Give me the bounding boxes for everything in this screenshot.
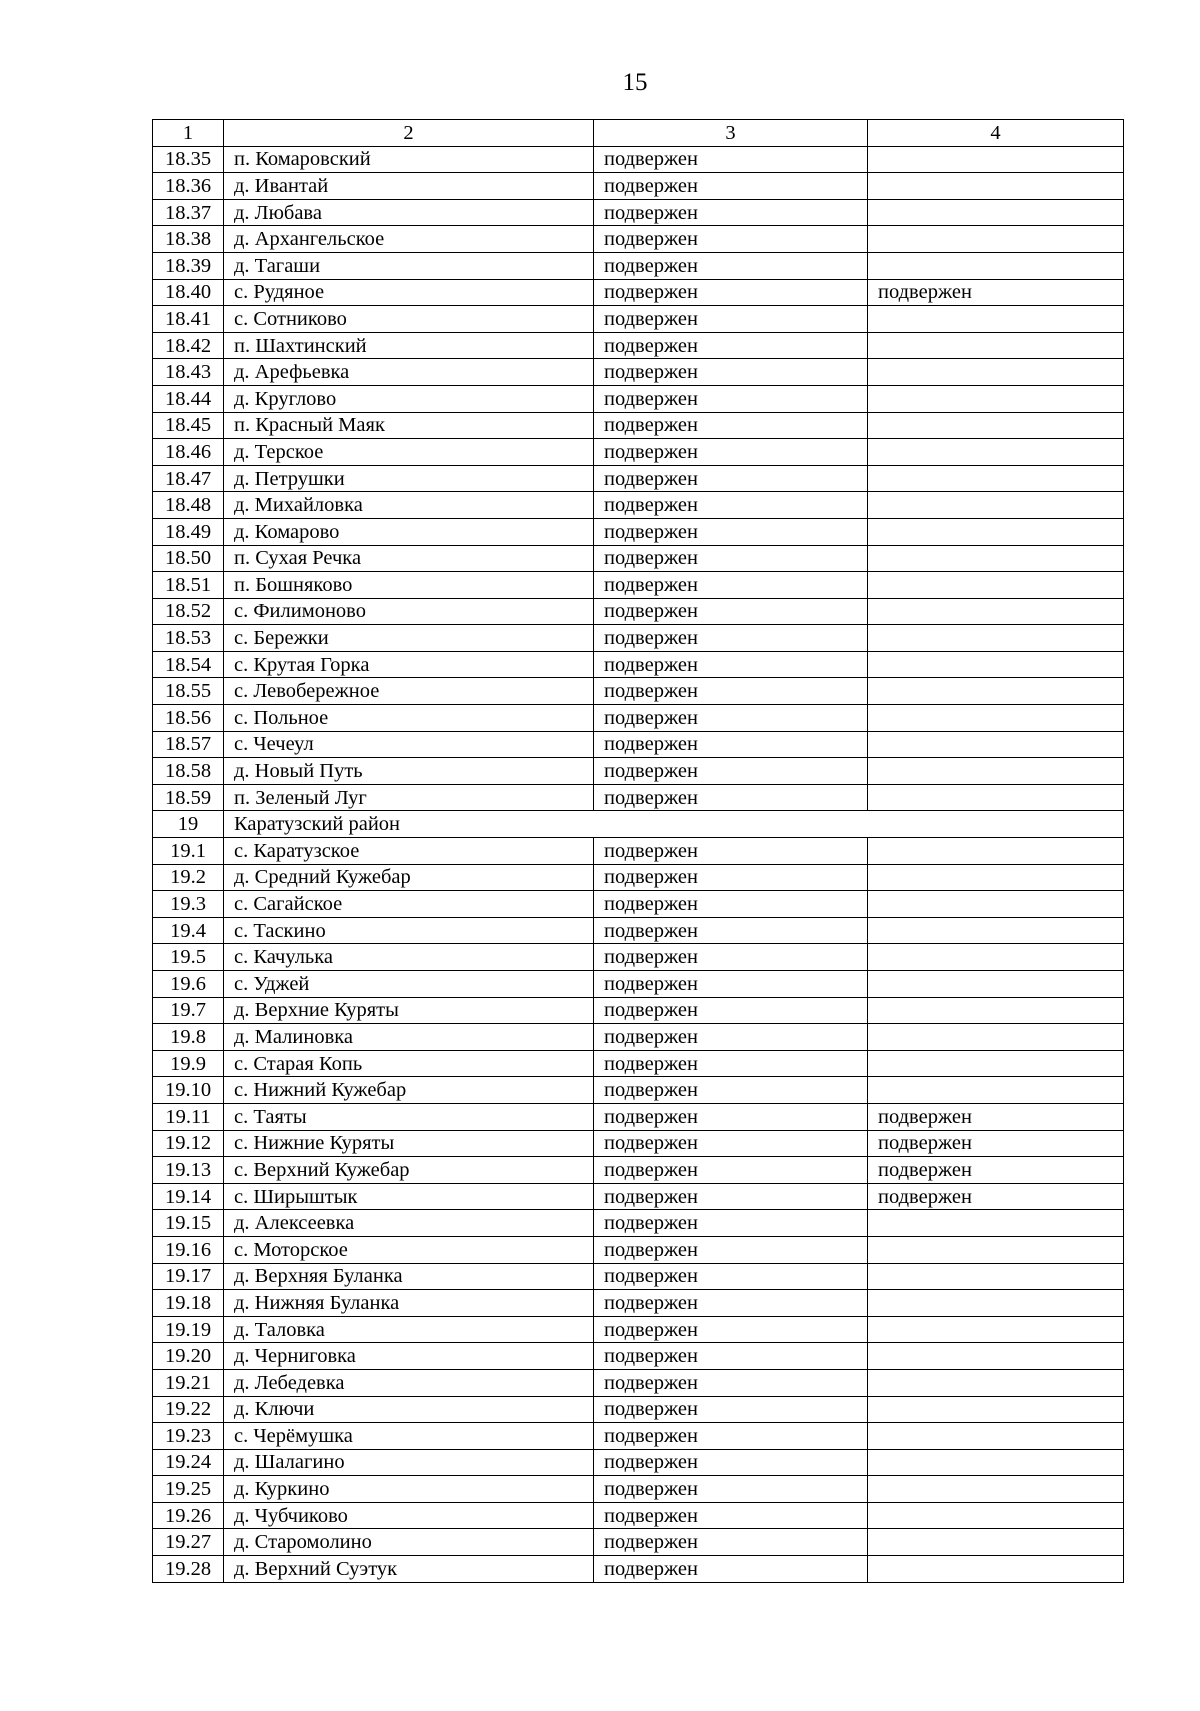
settlement-name-cell: д. Старомолино (224, 1529, 594, 1556)
table-row (153, 1050, 1124, 1077)
column-4-cell: подвержен (868, 1130, 1124, 1157)
column-3-cell: подвержен (594, 252, 868, 279)
row-number-cell: 19.19 (153, 1316, 224, 1343)
column-3-cell: подвержен (594, 1103, 868, 1130)
row-number-cell: 19.25 (153, 1476, 224, 1503)
settlement-name-cell: с. Рудяное (224, 279, 594, 306)
row-number-cell: 18.36 (153, 173, 224, 200)
row-number-cell: 18.59 (153, 784, 224, 811)
table-row (153, 864, 1124, 891)
column-4-cell (868, 598, 1124, 625)
row-number-cell: 19.18 (153, 1290, 224, 1317)
settlement-name-cell: с. Качулька (224, 944, 594, 971)
settlement-name-cell: д. Ивантай (224, 173, 594, 200)
row-number-cell: 19.1 (153, 838, 224, 865)
table-row (153, 838, 1124, 865)
column-3-cell: подвержен (594, 226, 868, 253)
row-number-cell: 18.52 (153, 598, 224, 625)
settlement-name-cell: с. Верхний Кужебар (224, 1157, 594, 1184)
table-row (153, 412, 1124, 439)
settlement-name-cell: д. Верхние Куряты (224, 997, 594, 1024)
table-row (153, 492, 1124, 519)
table-row (153, 678, 1124, 705)
column-4-cell (868, 731, 1124, 758)
row-number-cell: 18.48 (153, 492, 224, 519)
table-row (153, 1236, 1124, 1263)
column-4-cell (868, 971, 1124, 998)
row-number-cell: 19.6 (153, 971, 224, 998)
row-number-cell: 18.37 (153, 199, 224, 226)
column-4-cell (868, 891, 1124, 918)
column-4-cell (868, 997, 1124, 1024)
row-number-cell: 18.51 (153, 572, 224, 599)
column-4-cell (868, 678, 1124, 705)
settlement-name-cell: с. Нижний Кужебар (224, 1077, 594, 1104)
column-4-cell (868, 1263, 1124, 1290)
column-3-cell: подвержен (594, 838, 868, 865)
row-number-cell: 18.42 (153, 332, 224, 359)
row-number-cell: 18.44 (153, 385, 224, 412)
table-row (153, 572, 1124, 599)
column-4-cell (868, 944, 1124, 971)
column-3-cell: подвержен (594, 492, 868, 519)
column-3-cell: подвержен (594, 891, 868, 918)
column-4-cell (868, 1050, 1124, 1077)
row-number-cell: 18.45 (153, 412, 224, 439)
table-row (153, 359, 1124, 386)
column-3-cell: подвержен (594, 1476, 868, 1503)
column-3-cell: подвержен (594, 1157, 868, 1184)
settlement-name-cell: п. Шахтинский (224, 332, 594, 359)
column-4-cell (868, 651, 1124, 678)
column-3-cell: подвержен (594, 1024, 868, 1051)
table-row (153, 545, 1124, 572)
settlement-name-cell: д. Малиновка (224, 1024, 594, 1051)
column-4-cell (868, 1210, 1124, 1237)
settlement-name-cell: д. Лебедевка (224, 1369, 594, 1396)
table-row (153, 625, 1124, 652)
column-4-cell (868, 492, 1124, 519)
table-row (153, 306, 1124, 333)
table-row (153, 465, 1124, 492)
table-row (153, 651, 1124, 678)
column-3-cell: подвержен (594, 784, 868, 811)
row-number-cell: 19.12 (153, 1130, 224, 1157)
row-number-cell: 19.10 (153, 1077, 224, 1104)
column-3-cell: подвержен (594, 1369, 868, 1396)
column-3-cell: подвержен (594, 1343, 868, 1370)
table-row (153, 1263, 1124, 1290)
row-number-cell: 19.2 (153, 864, 224, 891)
settlement-name-cell: д. Архангельское (224, 226, 594, 253)
column-3-cell: подвержен (594, 465, 868, 492)
settlement-name-cell: д. Алексеевка (224, 1210, 594, 1237)
column-3-cell: подвержен (594, 1316, 868, 1343)
table-row (153, 1316, 1124, 1343)
column-3-cell: подвержен (594, 1236, 868, 1263)
row-number-cell: 19.22 (153, 1396, 224, 1423)
column-3-cell: подвержен (594, 651, 868, 678)
column-3-cell: подвержен (594, 1210, 868, 1237)
column-4-cell (868, 146, 1124, 173)
settlement-name-cell: д. Михайловка (224, 492, 594, 519)
settlement-name-cell: д. Черниговка (224, 1343, 594, 1370)
row-number-cell: 19.20 (153, 1343, 224, 1370)
row-number-cell: 19.21 (153, 1369, 224, 1396)
column-4-cell (868, 518, 1124, 545)
column-3-cell: подвержен (594, 306, 868, 333)
column-3-cell: подвержен (594, 1263, 868, 1290)
row-number-cell: 19.14 (153, 1183, 224, 1210)
row-number-cell: 19.13 (153, 1157, 224, 1184)
column-4-cell (868, 572, 1124, 599)
table-row (153, 385, 1124, 412)
row-number-cell: 19.27 (153, 1529, 224, 1556)
column-4-cell: подвержен (868, 1183, 1124, 1210)
column-header-1: 1 (153, 120, 224, 147)
row-number-cell: 19.17 (153, 1263, 224, 1290)
table-row (153, 1157, 1124, 1184)
table-row (153, 252, 1124, 279)
column-4-cell (868, 864, 1124, 891)
column-3-cell: подвержен (594, 1449, 868, 1476)
table-row (153, 1449, 1124, 1476)
settlement-name-cell: д. Куркино (224, 1476, 594, 1503)
settlement-name-cell: д. Шалагино (224, 1449, 594, 1476)
settlement-name-cell: п. Бошняково (224, 572, 594, 599)
column-4-cell (868, 1476, 1124, 1503)
row-number-cell: 19 (153, 811, 224, 838)
settlement-name-cell: д. Петрушки (224, 465, 594, 492)
column-3-cell: подвержен (594, 412, 868, 439)
table-row (153, 1529, 1124, 1556)
column-3-cell: подвержен (594, 971, 868, 998)
settlement-name-cell: с. Нижние Куряты (224, 1130, 594, 1157)
row-number-cell: 19.16 (153, 1236, 224, 1263)
settlement-name-cell: д. Чубчиково (224, 1502, 594, 1529)
settlement-name-cell: д. Верхний Суэтук (224, 1556, 594, 1583)
settlement-name-cell: п. Комаровский (224, 146, 594, 173)
settlement-name-cell: д. Новый Путь (224, 758, 594, 785)
row-number-cell: 19.28 (153, 1556, 224, 1583)
table-row (153, 598, 1124, 625)
column-3-cell: подвержен (594, 705, 868, 732)
column-3-cell: подвержен (594, 917, 868, 944)
column-3-cell: подвержен (594, 359, 868, 386)
table-row (153, 731, 1124, 758)
table-row (153, 971, 1124, 998)
column-4-cell (868, 359, 1124, 386)
settlement-name-cell: с. Уджей (224, 971, 594, 998)
column-4-cell (868, 385, 1124, 412)
column-4-cell (868, 784, 1124, 811)
column-3-cell: подвержен (594, 1077, 868, 1104)
table-row (153, 226, 1124, 253)
column-4-cell (868, 917, 1124, 944)
table-row (153, 1502, 1124, 1529)
row-number-cell: 18.41 (153, 306, 224, 333)
table-row (153, 891, 1124, 918)
column-4-cell (868, 1529, 1124, 1556)
row-number-cell: 19.5 (153, 944, 224, 971)
settlement-name-cell: с. Черёмушка (224, 1423, 594, 1450)
column-4-cell (868, 439, 1124, 466)
table-row (153, 1210, 1124, 1237)
row-number-cell: 18.49 (153, 518, 224, 545)
settlement-name-cell: с. Сагайское (224, 891, 594, 918)
table-header-row (153, 120, 1124, 147)
column-3-cell: подвержен (594, 1050, 868, 1077)
settlement-name-cell: с. Моторское (224, 1236, 594, 1263)
table-row (153, 332, 1124, 359)
column-4-cell: подвержен (868, 1157, 1124, 1184)
row-number-cell: 18.40 (153, 279, 224, 306)
settlement-name-cell: д. Комарово (224, 518, 594, 545)
column-4-cell (868, 758, 1124, 785)
settlement-name-cell: д. Круглово (224, 385, 594, 412)
row-number-cell: 18.55 (153, 678, 224, 705)
column-3-cell: подвержен (594, 439, 868, 466)
column-3-cell: подвержен (594, 572, 868, 599)
settlement-name-cell: д. Таловка (224, 1316, 594, 1343)
column-header-4: 4 (868, 120, 1124, 147)
settlement-name-cell: д. Средний Кужебар (224, 864, 594, 891)
row-number-cell: 19.24 (153, 1449, 224, 1476)
column-4-cell (868, 1449, 1124, 1476)
column-3-cell: подвержен (594, 385, 868, 412)
column-3-cell: подвержен (594, 864, 868, 891)
column-3-cell: подвержен (594, 1290, 868, 1317)
row-number-cell: 19.7 (153, 997, 224, 1024)
table-row (153, 705, 1124, 732)
table-row (153, 758, 1124, 785)
column-3-cell: подвержен (594, 199, 868, 226)
column-4-cell (868, 412, 1124, 439)
table-row (153, 1556, 1124, 1583)
table-row (153, 944, 1124, 971)
table-row (153, 1024, 1124, 1051)
column-4-cell (868, 226, 1124, 253)
column-4-cell (868, 465, 1124, 492)
table-row (153, 518, 1124, 545)
table-row (153, 1396, 1124, 1423)
row-number-cell: 18.58 (153, 758, 224, 785)
table-row (153, 1290, 1124, 1317)
column-4-cell (868, 1423, 1124, 1450)
column-4-cell (868, 1316, 1124, 1343)
table-row (153, 279, 1124, 306)
settlement-name-cell: д. Нижняя Буланка (224, 1290, 594, 1317)
column-4-cell (868, 705, 1124, 732)
settlement-name-cell: с. Филимоново (224, 598, 594, 625)
column-3-cell: подвержен (594, 1502, 868, 1529)
column-4-cell (868, 1236, 1124, 1263)
column-3-cell: подвержен (594, 1423, 868, 1450)
column-4-cell (868, 838, 1124, 865)
column-4-cell (868, 173, 1124, 200)
table-row (153, 1103, 1124, 1130)
row-number-cell: 18.35 (153, 146, 224, 173)
settlement-name-cell: с. Крутая Горка (224, 651, 594, 678)
row-number-cell: 18.43 (153, 359, 224, 386)
row-number-cell: 18.38 (153, 226, 224, 253)
column-4-cell: подвержен (868, 1103, 1124, 1130)
settlement-name-cell: д. Тагаши (224, 252, 594, 279)
column-3-cell: подвержен (594, 518, 868, 545)
column-3-cell: подвержен (594, 997, 868, 1024)
row-number-cell: 19.4 (153, 917, 224, 944)
column-3-cell: подвержен (594, 545, 868, 572)
section-title-cell: Каратузский район (224, 811, 1124, 838)
column-3-cell: подвержен (594, 731, 868, 758)
column-4-cell (868, 306, 1124, 333)
column-3-cell: подвержен (594, 1396, 868, 1423)
row-number-cell: 19.11 (153, 1103, 224, 1130)
row-number-cell: 19.9 (153, 1050, 224, 1077)
table-row (153, 1343, 1124, 1370)
row-number-cell: 18.56 (153, 705, 224, 732)
table-row (153, 784, 1124, 811)
column-3-cell: подвержен (594, 1556, 868, 1583)
settlement-name-cell: д. Верхняя Буланка (224, 1263, 594, 1290)
table-row (153, 1476, 1124, 1503)
column-3-cell: подвержен (594, 1130, 868, 1157)
table-row (153, 1423, 1124, 1450)
settlement-name-cell: п. Зеленый Луг (224, 784, 594, 811)
column-4-cell (868, 199, 1124, 226)
column-3-cell: подвержен (594, 146, 868, 173)
column-3-cell: подвержен (594, 173, 868, 200)
column-3-cell: подвержен (594, 1183, 868, 1210)
column-4-cell (868, 1369, 1124, 1396)
row-number-cell: 19.26 (153, 1502, 224, 1529)
row-number-cell: 18.39 (153, 252, 224, 279)
settlement-name-cell: п. Красный Маяк (224, 412, 594, 439)
column-3-cell: подвержен (594, 625, 868, 652)
settlement-name-cell: с. Таскино (224, 917, 594, 944)
column-4-cell (868, 1396, 1124, 1423)
column-3-cell: подвержен (594, 279, 868, 306)
table-row (153, 146, 1124, 173)
settlement-name-cell: п. Сухая Речка (224, 545, 594, 572)
column-4-cell (868, 1343, 1124, 1370)
row-number-cell: 18.57 (153, 731, 224, 758)
column-3-cell: подвержен (594, 678, 868, 705)
settlement-name-cell: с. Таяты (224, 1103, 594, 1130)
settlement-name-cell: д. Ключи (224, 1396, 594, 1423)
table-row (153, 173, 1124, 200)
row-number-cell: 19.3 (153, 891, 224, 918)
column-4-cell (868, 252, 1124, 279)
table-row (153, 199, 1124, 226)
row-number-cell: 18.54 (153, 651, 224, 678)
column-4-cell (868, 545, 1124, 572)
settlement-name-cell: с. Каратузское (224, 838, 594, 865)
row-number-cell: 18.46 (153, 439, 224, 466)
column-4-cell (868, 1024, 1124, 1051)
column-3-cell: подвержен (594, 1529, 868, 1556)
row-number-cell: 19.15 (153, 1210, 224, 1237)
page-number: 15 (622, 69, 648, 96)
table-row (153, 1130, 1124, 1157)
table-row (153, 1369, 1124, 1396)
column-4-cell (868, 1556, 1124, 1583)
row-number-cell: 19.23 (153, 1423, 224, 1450)
settlement-name-cell: с. Сотниково (224, 306, 594, 333)
settlements-table (152, 119, 1124, 1583)
column-4-cell: подвержен (868, 279, 1124, 306)
settlement-name-cell: с. Чечеул (224, 731, 594, 758)
column-3-cell: подвержен (594, 944, 868, 971)
settlement-name-cell: с. Старая Копь (224, 1050, 594, 1077)
column-header-3: 3 (594, 120, 868, 147)
table-row (153, 1077, 1124, 1104)
settlement-name-cell: с. Польное (224, 705, 594, 732)
settlement-name-cell: д. Любава (224, 199, 594, 226)
row-number-cell: 18.47 (153, 465, 224, 492)
row-number-cell: 19.8 (153, 1024, 224, 1051)
settlement-name-cell: с. Ширыштык (224, 1183, 594, 1210)
table-row (153, 1183, 1124, 1210)
settlement-name-cell: д. Терское (224, 439, 594, 466)
table-body (153, 120, 1124, 1583)
row-number-cell: 18.50 (153, 545, 224, 572)
column-header-2: 2 (224, 120, 594, 147)
column-4-cell (868, 1290, 1124, 1317)
row-number-cell: 18.53 (153, 625, 224, 652)
table-section-row (153, 811, 1124, 838)
settlement-name-cell: с. Левобережное (224, 678, 594, 705)
column-4-cell (868, 332, 1124, 359)
table-row (153, 997, 1124, 1024)
table-row (153, 439, 1124, 466)
column-3-cell: подвержен (594, 598, 868, 625)
settlement-name-cell: д. Арефьевка (224, 359, 594, 386)
column-3-cell: подвержен (594, 758, 868, 785)
column-4-cell (868, 1502, 1124, 1529)
column-3-cell: подвержен (594, 332, 868, 359)
column-4-cell (868, 625, 1124, 652)
table-row (153, 917, 1124, 944)
settlement-name-cell: с. Бережки (224, 625, 594, 652)
column-4-cell (868, 1077, 1124, 1104)
